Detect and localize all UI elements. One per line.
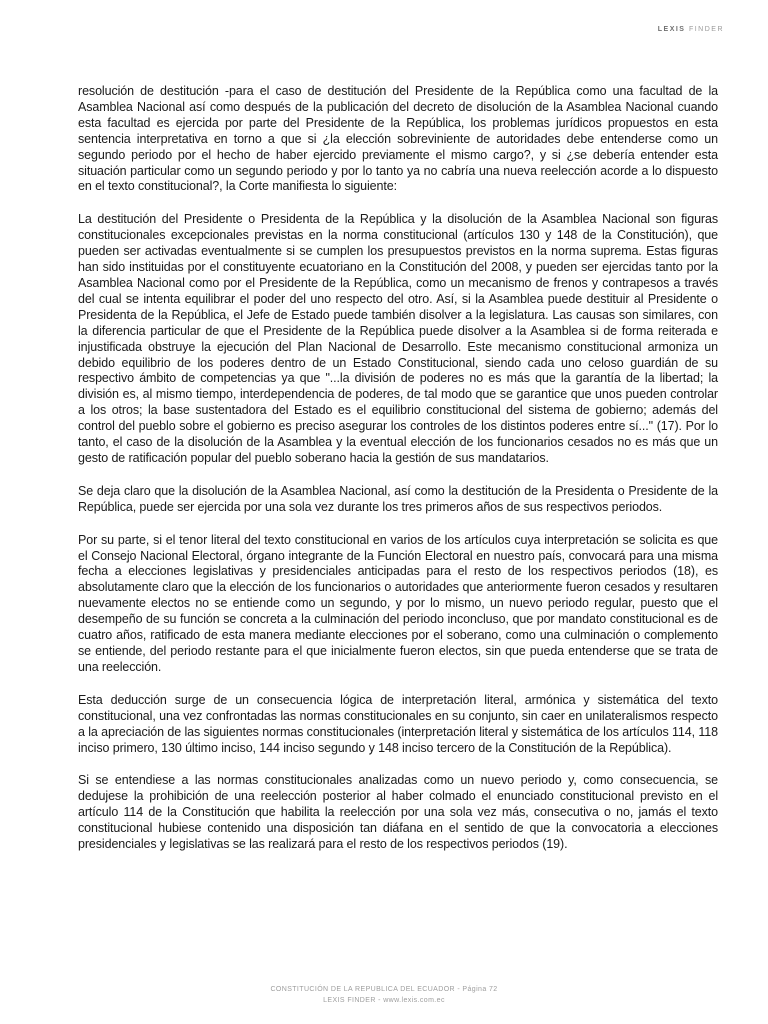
- brand-logo: [658, 26, 724, 33]
- brand-lexis: LEXIS: [657, 26, 686, 33]
- page-footer: [0, 984, 768, 1006]
- paragraph: Por su parte, si el tenor literal del texto constitucional en varios de los artículos cuya interpretación se solicita es que el Consejo Nacional Electoral, órgano integrante de la Función Electoral en nuestro país, convocará para una misma fecha a elecciones legislativas y presidenciales anticipadas para el resto de los respectivos periodos (18), es absolutamente claro que la elección de los funcionarios o autoridades que anteriormente fueron cesados y resultaren nuevamente electos no se entiende como un segundo, y por lo mismo, un nuevo periodo regular, puesto que el desempeño de su función se concreta a la culminación del periodo inconcluso, que por mandato constitucional es de cuatro años, ratificado de esta manera mediante elecciones por el soberano, como una culminación o complemento se entiende, del periodo restante para el que inicialmente fueron electos, sin que pueda entenderse que se trata de una reelección.: [78, 532, 718, 674]
- document-body: [78, 84, 718, 870]
- paragraph: La destitución del Presidente o Presidenta de la República y la disolución de la Asamblea Nacional son figuras constitucionales excepcionales previstas en la norma constitucional (artículos 130 y 148 de la Constitución), que pueden ser activadas eventualmente si se cumplen los presupuestos previstos en la norma suprema. Estas figuras han sido instituidas por el constituyente ecuatoriano en la Constitución del 2008, y pueden ser ejercidas tanto por la Asamblea Nacional como por el Presidente de la República, como un mecanismo de frenos y contrapesos a través del cual se intenta equilibrar el poder del uno respecto del otro. Así, si la Asamblea puede destituir al Presidente o Presidenta de la República, el Jefe de Estado puede también disolver a la legislatura. Las causas son similares, con la diferencia particular de que el Presidente de la República puede disolver a la Asamblea si de forma reiterada e injustificada obstruye la ejecución del Plan Nacional de Desarrollo. Este mecanismo constitucional armoniza un debido equilibrio de los poderes dentro de un Estado Constitucional, siendo cada uno celoso guardián de su respectivo ámbito de competencias ya que "...la división de poderes no es más que la garantía de la libertad; la división es, al mismo tiempo, interdependencia de poderes, de tal modo que se garantice que unos pueden controlar a los otros; la base sustentadora del Estado es el equilibrio constitucional del sistema de gobierno; además del control del pueblo sobre el gobierno es preciso asegurar los controles de los distintos poderes entre sí..." (17). Por lo tanto, el caso de la disolución de la Asamblea y la eventual elección de los funcionarios cesados no es más que un gesto de ratificación popular del pueblo soberano hacia la gestión de sus mandatarios.: [78, 212, 718, 465]
- brand-finder: FINDER: [688, 26, 724, 33]
- footer-source: CONSTITUCIÓN DE LA REPUBLICA DEL ECUADOR - Página 72: [270, 986, 498, 993]
- paragraph: resolución de destitución -para el caso de destitución del Presidente de la República como una facultad de la Asamblea Nacional así como después de la publicación del decreto de disolución de la Asamblea Nacional cuando esta facultad es ejercida por parte del Presidente de la República, los problemas jurídicos propuestos en esta sentencia interpretativa en torno a que si ¿la elección sobreviniente de autoridades debe entenderse como un segundo periodo por el hecho de haber ejercido previamente el mismo cargo?, y si ¿se debería entender esta situación particular como un segundo periodo y por lo tanto ya no cabría una nueva reelección acorde a lo dispuesto en el texto constitucional?, la Corte manifiesta lo siguiente:: [78, 84, 718, 194]
- paragraph: Esta deducción surge de un consecuencia lógica de interpretación literal, armónica y sistemática del texto constitucional, una vez confrontadas las normas constitucionales en su conjunto, sin caer en unilateralismos respecto a la apreciación de las siguientes normas constitucionales (interpretación literal y sistemática de los artículos 114, 118 inciso primero, 130 último inciso, 144 inciso segundo y 148 inciso tercero de la Constitución de la República).: [78, 692, 718, 755]
- paragraph: Se deja claro que la disolución de la Asamblea Nacional, así como la destitución de la Presidenta o Presidente de la República, puede ser ejercida por una sola vez durante los tres primeros años de sus respectivos periodos.: [78, 483, 718, 514]
- footer-website: LEXIS FINDER - www.lexis.com.ec: [323, 997, 445, 1004]
- paragraph: Si se entendiese a las normas constitucionales analizadas como un nuevo periodo y, como consecuencia, se dedujese la prohibición de una reelección posterior al haber colmado el enunciado constitucional previsto en el artículo 114 de la Constitución que habilita la reelección por una sola vez más, consecutiva o no, jamás el texto constitucional hubiese contenido una disposición tan diáfana en el sentido de que la convocatoria a elecciones presidenciales y legislativas se las realizará para el resto de los respectivos periodos (19).: [78, 773, 718, 852]
